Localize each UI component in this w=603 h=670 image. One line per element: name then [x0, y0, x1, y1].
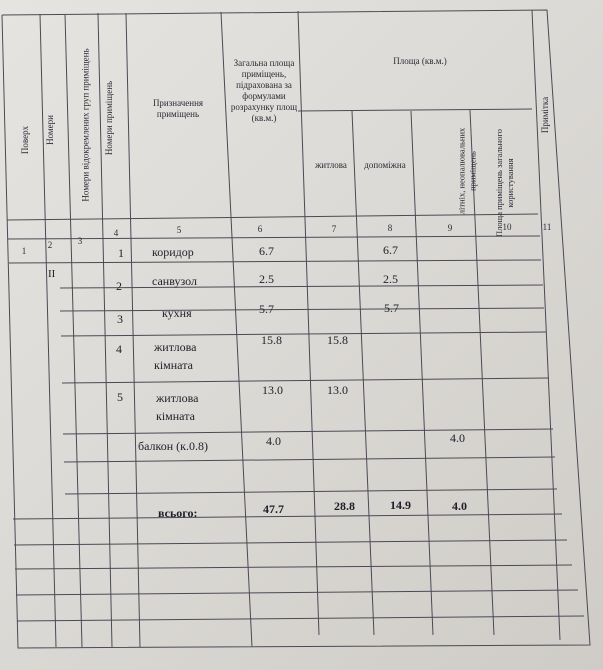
- room-total-area: 5.7: [259, 302, 274, 316]
- room-name: санвузол: [152, 274, 197, 288]
- room-number: 2: [116, 279, 122, 293]
- column-number: 6: [257, 224, 263, 234]
- room-name: кухня: [162, 306, 192, 320]
- room-number: 4: [116, 342, 122, 356]
- room-total-area: 15.8: [261, 333, 282, 347]
- header-summer-area: літніх, неопалювальних приміщень: [456, 127, 478, 215]
- group-number: II: [48, 268, 56, 280]
- room-aux-area: 6.7: [383, 243, 398, 257]
- header-note: Примітка: [540, 96, 550, 134]
- header-auxiliary: допоміжна: [364, 160, 406, 170]
- room-number: 3: [117, 312, 123, 326]
- room-name: балкон (к.0.8): [138, 439, 208, 453]
- room-aux-area: 5.7: [384, 301, 399, 315]
- header-common-area: Площа приміщень загального користування: [494, 129, 515, 237]
- column-number: 9: [447, 223, 453, 233]
- column-number: 2: [47, 240, 53, 250]
- totals-summer-area: 4.0: [452, 499, 467, 513]
- room-name: житлова кімната: [154, 340, 197, 372]
- room-name: житлова кімната: [156, 391, 199, 423]
- room-total-area: 2.5: [259, 272, 274, 286]
- totals-aux-area: 14.9: [390, 498, 411, 512]
- column-number: 7: [331, 224, 337, 234]
- column-number: 8: [387, 223, 393, 233]
- column-number: 10: [502, 222, 512, 232]
- column-number: 5: [176, 225, 182, 235]
- room-number: 5: [117, 390, 123, 404]
- column-number: 1: [21, 246, 27, 256]
- room-total-area: 4.0: [266, 434, 281, 448]
- header-living: житлова: [315, 160, 347, 170]
- column-number: 3: [77, 236, 83, 246]
- header-area-group: Площа (кв.м.): [393, 56, 447, 66]
- totals-total-area: 47.7: [263, 502, 284, 516]
- room-total-area: 13.0: [262, 383, 283, 397]
- room-living-area: 13.0: [327, 383, 348, 397]
- header-group-numbers: Номери відокремлених груп приміщень: [80, 48, 91, 202]
- room-number: 1: [118, 246, 124, 260]
- header-purpose: Призначення приміщень: [152, 98, 204, 119]
- header-numbers: Номери: [45, 115, 55, 145]
- room-name: коридор: [152, 245, 194, 259]
- room-total-area: 6.7: [259, 244, 274, 258]
- column-number: 11: [542, 222, 552, 232]
- totals-living-area: 28.8: [334, 499, 355, 513]
- room-aux-area: 2.5: [383, 272, 398, 286]
- column-number: 4: [113, 228, 119, 238]
- totals-label: всього:: [158, 506, 198, 520]
- room-living-area: 15.8: [327, 333, 348, 347]
- header-floor: Поверх: [20, 125, 30, 155]
- header-total-area: Загальна площа приміщень, підрахована за формулами розрахунку площ (кв.м.): [230, 58, 298, 123]
- header-room-numbers: Номери приміщень: [104, 80, 114, 156]
- room-summer-area: 4.0: [450, 431, 465, 445]
